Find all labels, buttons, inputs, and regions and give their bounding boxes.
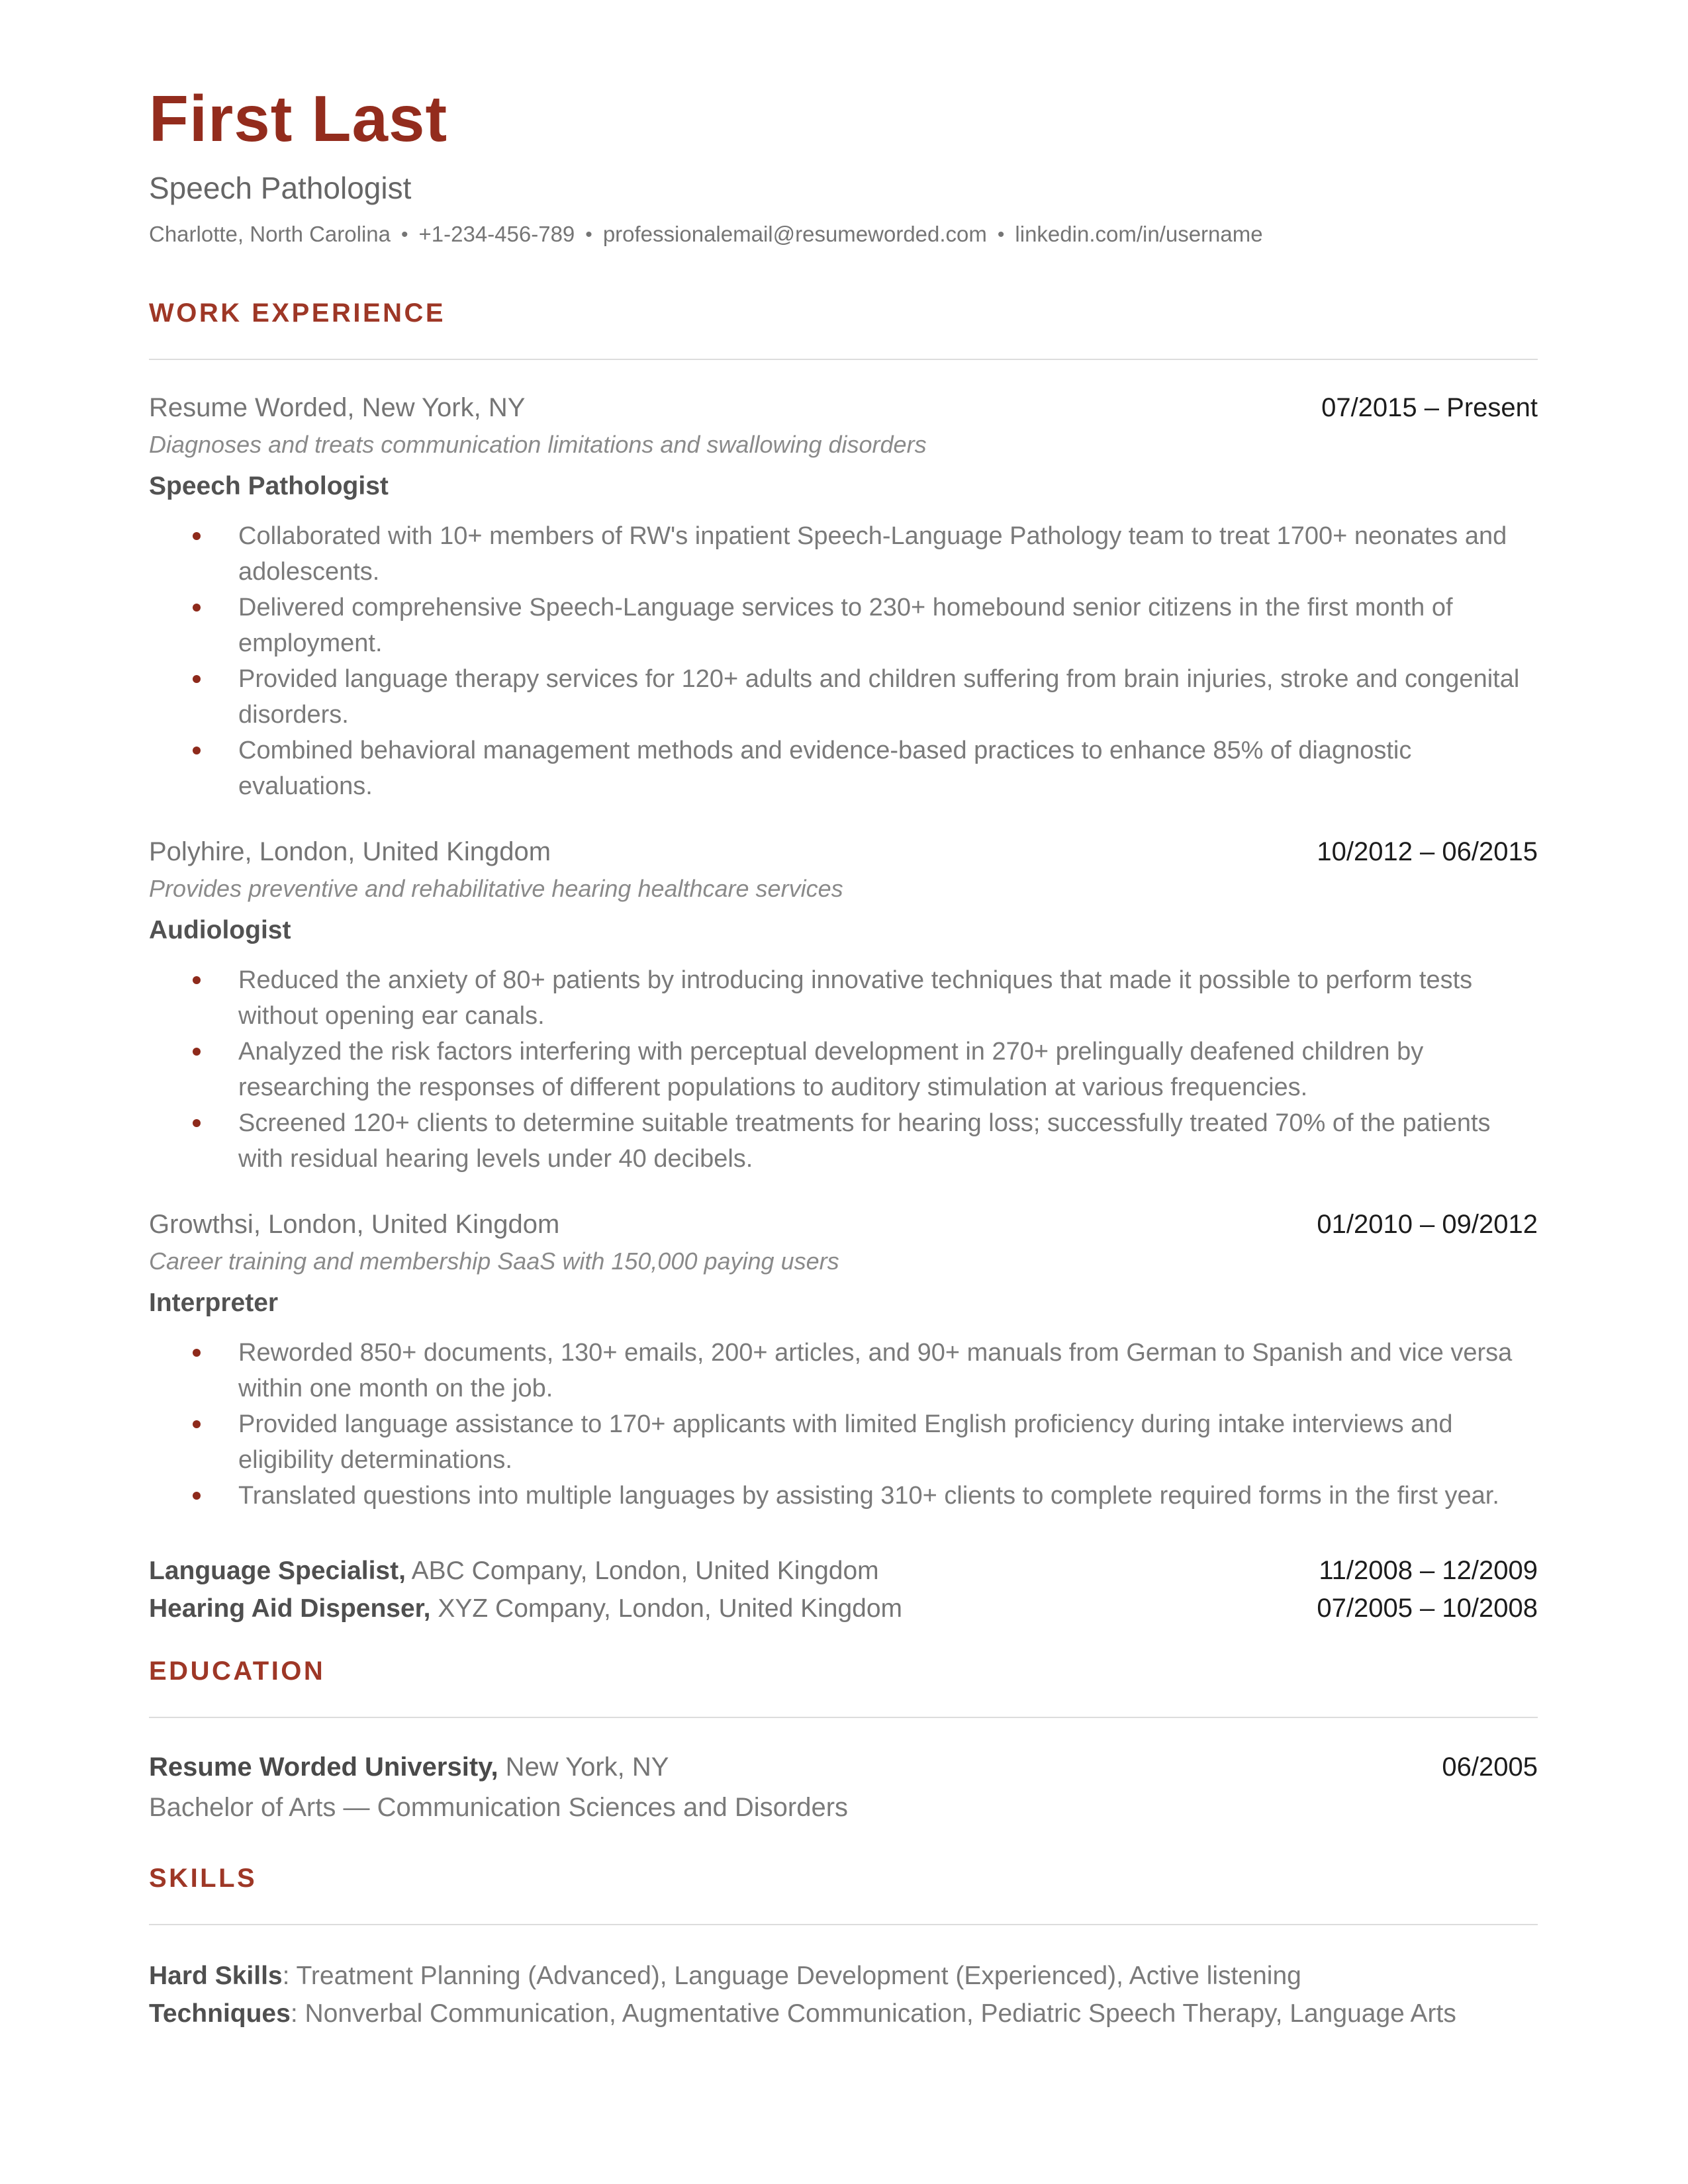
bullet-item: Collaborated with 10+ members of RW's inpatient Speech-Language Pathology team to treat 1700+ neonates and adolescents. — [149, 518, 1538, 590]
job-entry-polyhire — [149, 837, 1538, 1177]
bullet-item: Provided language therapy services for 120+ adults and children suffering from brain injuries, stroke and congenital disorders. — [149, 661, 1538, 733]
contact-linkedin[interactable]: linkedin.com/in/username — [1015, 221, 1263, 246]
candidate-name: First Last — [149, 82, 448, 155]
bullet-item: Reworded 850+ documents, 130+ emails, 200+ articles, and 90+ manuals from German to Spanish and vice versa within one month on the job. — [149, 1335, 1538, 1406]
earlier-roles-list — [149, 1552, 1538, 1627]
role-company: ABC Company, London, United Kingdom — [405, 1556, 879, 1585]
skills-row-hard-skills — [149, 1957, 1538, 1995]
role-dates: 07/2005 – 10/2008 — [1317, 1593, 1538, 1623]
bullet-item: Combined behavioral management methods and evidence-based practices to enhance 85% of diagnostic evaluations. — [149, 733, 1538, 804]
role-dates: 11/2008 – 12/2009 — [1319, 1555, 1538, 1585]
job-dates: 07/2015 – Present — [1321, 392, 1538, 422]
bullet-item: Delivered comprehensive Speech-Language services to 230+ homebound senior citizens in the first month of employment. — [149, 590, 1538, 661]
company-tagline: Diagnoses and treats communication limitations and swallowing disorders — [149, 430, 927, 458]
work-experience-section — [149, 298, 1538, 1627]
work-experience-heading: WORK EXPERIENCE — [149, 298, 446, 328]
role-title: Language Specialist, — [149, 1556, 406, 1585]
role-title-company — [149, 1552, 879, 1590]
bullet-item: Screened 120+ clients to determine suitable treatments for hearing loss; successfully treated 70% of the patients with residual hearing levels under 40 decibels. — [149, 1105, 1538, 1177]
earlier-role-language-specialist — [149, 1552, 1538, 1590]
role-title: Hearing Aid Dispenser, — [149, 1594, 431, 1623]
job-header — [149, 837, 1538, 867]
job-company: Polyhire, London, United Kingdom — [149, 837, 551, 866]
job-title: Speech Pathologist — [149, 471, 389, 500]
skills-row-label: Techniques — [149, 1999, 291, 2028]
earlier-role-hearing-aid-dispenser — [149, 1590, 1538, 1627]
job-bullet-list — [149, 962, 1538, 1177]
skills-row-techniques — [149, 1995, 1538, 2032]
education-school-location — [149, 1752, 669, 1782]
candidate-job-title: Speech Pathologist — [149, 170, 412, 205]
job-title: Audiologist — [149, 915, 291, 944]
education-section — [149, 1657, 1538, 1823]
skills-row-label: Hard Skills — [149, 1961, 283, 1990]
education-dates: 06/2005 — [1442, 1752, 1538, 1782]
section-divider — [149, 1717, 1538, 1718]
skills-row-value: : Nonverbal Communication, Augmentative Communication, Pediatric Speech Therapy, Language Arts — [290, 1999, 1456, 2028]
resume-header — [149, 82, 1538, 247]
job-company: Growthsi, London, United Kingdom — [149, 1209, 560, 1239]
job-dates: 10/2012 – 06/2015 — [1317, 837, 1538, 866]
job-title: Interpreter — [149, 1288, 279, 1317]
education-entry — [149, 1752, 1538, 1782]
education-degree: Bachelor of Arts — Communication Sciences and Disorders — [149, 1792, 849, 1822]
bullet-item: Analyzed the risk factors interfering with perceptual development in 270+ prelingually deafened children by researching the responses of different populations to auditory stimulation at various frequencies. — [149, 1034, 1538, 1105]
section-divider — [149, 359, 1538, 360]
skills-heading: SKILLS — [149, 1863, 258, 1893]
job-header — [149, 393, 1538, 423]
contact-email[interactable]: professionalemail@resumeworded.com — [602, 221, 987, 246]
job-bullet-list — [149, 518, 1538, 804]
bullet-item: Provided language assistance to 170+ applicants with limited English proficiency during intake interviews and eligibility determinations. — [149, 1406, 1538, 1478]
role-company: XYZ Company, London, United Kingdom — [430, 1594, 903, 1623]
company-tagline: Career training and membership SaaS with 150,000 paying users — [149, 1247, 839, 1275]
contact-location: Charlotte, North Carolina — [149, 221, 391, 246]
contact-phone: +1-234-456-789 — [418, 221, 575, 246]
company-tagline: Provides preventive and rehabilitative hearing healthcare services — [149, 874, 843, 902]
bullet-item: Reduced the anxiety of 80+ patients by introducing innovative techniques that made it possible to perform tests without opening ear canals. — [149, 962, 1538, 1034]
education-school: Resume Worded University, — [149, 1752, 498, 1782]
contact-line — [149, 222, 1538, 247]
section-divider — [149, 1924, 1538, 1925]
role-title-company — [149, 1590, 902, 1627]
job-entry-resume-worded — [149, 393, 1538, 804]
job-entry-growthsi — [149, 1210, 1538, 1514]
skills-row-value: : Treatment Planning (Advanced), Language Development (Experienced), Active listening — [282, 1961, 1301, 1990]
education-location: New York, NY — [498, 1752, 669, 1782]
contact-separator-dot: • — [401, 223, 408, 246]
job-header — [149, 1210, 1538, 1240]
skills-list — [149, 1957, 1538, 2032]
job-bullet-list — [149, 1335, 1538, 1514]
skills-section — [149, 1864, 1538, 2032]
contact-separator-dot: • — [585, 223, 592, 246]
contact-separator-dot: • — [997, 223, 1005, 246]
job-company: Resume Worded, New York, NY — [149, 392, 526, 422]
education-heading: EDUCATION — [149, 1656, 326, 1686]
bullet-item: Translated questions into multiple languages by assisting 310+ clients to complete required forms in the first year. — [149, 1478, 1538, 1514]
job-dates: 01/2010 – 09/2012 — [1317, 1209, 1538, 1239]
